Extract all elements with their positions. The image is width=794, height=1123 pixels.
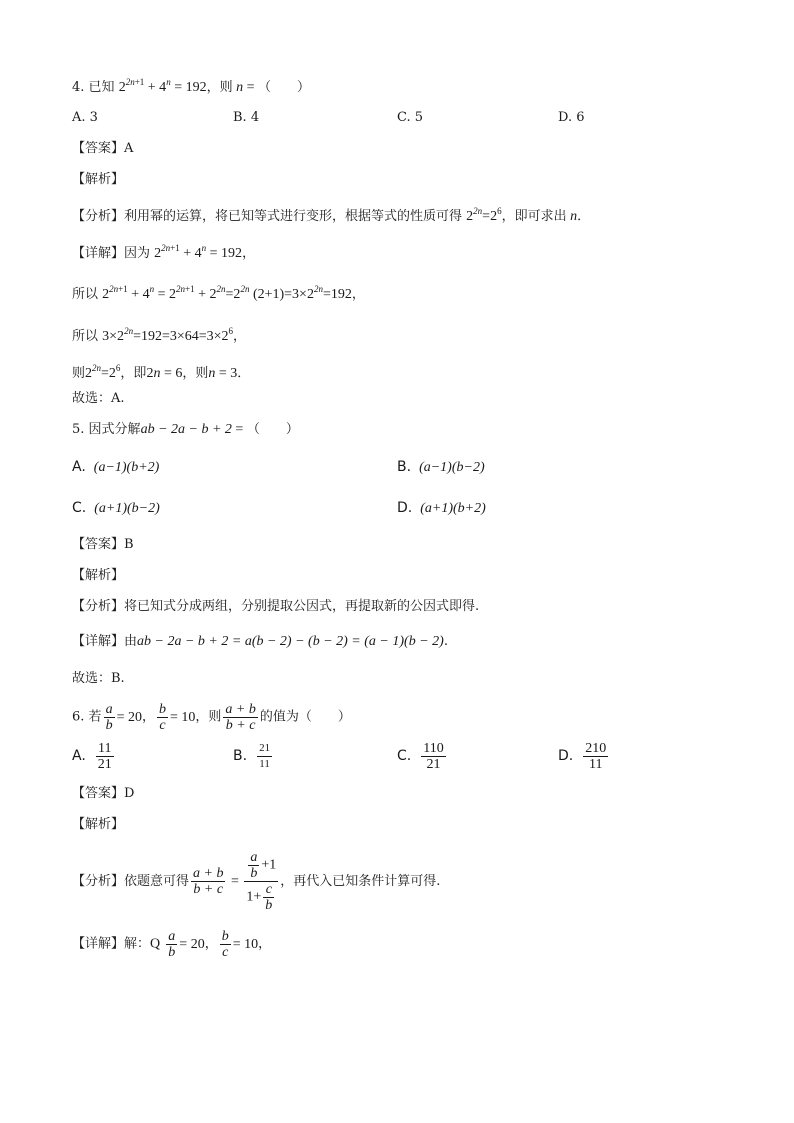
- q6-target: $\frac{a + b}{b + c}$: [225, 702, 256, 733]
- q6-blank: （ ）: [298, 709, 351, 725]
- q4-stem: 4. 已知 $2^{2n+1} + 4^n = 192$，则 n = （ ）: [72, 77, 311, 95]
- step-text: 所以: [72, 287, 99, 302]
- option-value: 3: [89, 110, 98, 125]
- q6-stem-suffix: 的值为: [259, 709, 299, 725]
- option-label: A.: [72, 747, 86, 764]
- option-numerator: 21: [257, 741, 272, 757]
- q4-answer: [72, 140, 133, 158]
- fenxi-tag: 【分析】: [72, 874, 125, 889]
- q5-option-d[interactable]: [397, 499, 486, 518]
- q6-fenxi-equation: $\frac{a + b}{b + c}$ = $\frac{a}{b}$ +1 1+ $\frac{c}{b}$: [193, 850, 277, 914]
- option-label: D.: [397, 500, 413, 516]
- choose-text: 故选：A.: [72, 391, 125, 406]
- q5-xiangjie: [72, 633, 448, 651]
- option-label: B.: [233, 747, 248, 764]
- jiexi-tag: 【解析】: [72, 172, 125, 187]
- q4-step4-eq2: 2n = 6: [146, 366, 183, 381]
- q4-xiangjie: [72, 239, 255, 263]
- answer-tag: 【答案】: [72, 786, 125, 801]
- q4-option-c[interactable]: [397, 109, 423, 127]
- option-denominator: 11: [588, 757, 603, 772]
- q6-stem-mid: ，: [141, 709, 155, 725]
- step-text: ，即: [120, 366, 147, 381]
- q6-detail-cond1: $\frac{a}{b}$ = 20: [168, 929, 205, 960]
- option-label: D.: [558, 110, 573, 125]
- option-value: 4: [250, 110, 260, 125]
- option-label: C.: [397, 110, 411, 125]
- q4-stem-prefix: 已知: [88, 80, 115, 95]
- choose-text: 故选：B.: [72, 671, 125, 686]
- q4-step2-equation: $2^{2n+1} + 4^n = 2^{2n+1} + 2^{2n}=2^{2n}$ $(2+1)=3\times 2^{2n}=192$: [102, 284, 352, 302]
- answer-tag: 【答案】: [72, 537, 125, 552]
- option-label: C.: [397, 747, 412, 764]
- q6-detail-cond2: $\frac{b}{c}$ = 10: [221, 929, 259, 960]
- q4-variable-n: n: [232, 80, 247, 95]
- jiexi-tag: 【解析】: [72, 817, 125, 832]
- option-value: (a−1)(b−2): [419, 460, 485, 475]
- q6-option-b[interactable]: [233, 741, 274, 772]
- q5-jiexi: [72, 567, 124, 585]
- q5-answer: [72, 536, 134, 554]
- q4-number: 4.: [72, 80, 85, 95]
- q5-option-c[interactable]: [72, 499, 160, 518]
- q6-option-d[interactable]: [558, 741, 610, 772]
- q6-cond1: $\frac{a}{b}$ = 20: [105, 702, 142, 733]
- option-label: A.: [72, 459, 86, 475]
- jiexi-tag: 【解析】: [72, 568, 125, 583]
- option-value: 5: [414, 110, 424, 125]
- q5-option-b[interactable]: [397, 458, 485, 477]
- q5-expression: ab − 2a − b + 2: [140, 422, 232, 437]
- q5-choose: [72, 670, 125, 688]
- step-text: ，则: [182, 366, 209, 381]
- step-end: ，: [242, 246, 256, 261]
- q4-step3-equation: $3\times 2^{2n}=192=3\times 64=3\times 2^6$: [102, 326, 234, 344]
- fenxi-text: 利用幂的运算，将已知等式进行变形，根据等式的性质可得: [124, 209, 463, 224]
- q4-fenxi-variable: n: [566, 209, 578, 224]
- option-label: D.: [558, 747, 574, 764]
- fenxi-tag: 【分析】: [72, 209, 125, 224]
- q4-step1-equation: $2^{2n+1} + 4^n = 192$: [154, 243, 243, 261]
- xiangjie-tag: 【详解】: [72, 246, 125, 261]
- option-label: A.: [72, 110, 86, 125]
- option-label: B.: [397, 459, 412, 475]
- q6-stem-mid2: ，则: [195, 709, 222, 725]
- q6-stem: [72, 702, 351, 733]
- q6-option-c[interactable]: [397, 741, 448, 772]
- q4-fenxi: [72, 202, 590, 226]
- q5-stem: 5. 因式分解ab − 2a − b + 2 = （ ）: [72, 422, 299, 437]
- detail-end: ，: [258, 936, 272, 952]
- option-value: (a−1)(b+2): [93, 460, 160, 475]
- q4-step3: [72, 322, 246, 346]
- option-value: (a+1)(b−2): [94, 501, 160, 516]
- because-symbol: Q: [150, 936, 161, 952]
- q4-stem-suffix: ，则: [206, 80, 233, 95]
- option-value: (a+1)(b+2): [420, 501, 486, 516]
- option-label: C.: [72, 500, 87, 516]
- answer-value: B: [124, 537, 134, 552]
- q6-jiexi: [72, 816, 124, 834]
- q5-stem-prefix: 因式分解: [88, 422, 141, 437]
- option-numerator: 110: [423, 741, 444, 756]
- q5-number: 5.: [72, 422, 85, 437]
- q4-step4-eq1: $2^{2n}=2^6$: [85, 363, 121, 381]
- detail-text: 由: [124, 634, 138, 649]
- q6-option-a[interactable]: [72, 741, 116, 772]
- option-value: 6: [576, 110, 585, 125]
- detail-text: 解：: [124, 936, 151, 952]
- q6-answer: [72, 785, 134, 803]
- step-text: 所以: [72, 329, 99, 344]
- step-text: 因为: [124, 246, 151, 261]
- q6-number: 6.: [72, 709, 85, 725]
- q4-equation: $2^{2n+1} + 4^n = 192$: [118, 77, 207, 95]
- xiangjie-tag: 【详解】: [72, 634, 125, 649]
- answer-tag: 【答案】: [72, 141, 125, 156]
- fenxi-text: 将已知式分成两组，分别提取公因式，再提取新的公因式即得.: [124, 599, 480, 614]
- option-label: B.: [233, 110, 247, 125]
- option-numerator: 210: [585, 741, 607, 756]
- q4-option-b[interactable]: [233, 109, 259, 127]
- xiangjie-tag: 【详解】: [72, 936, 125, 952]
- q4-fenxi-equation: $2^{2n}=2^6$: [466, 206, 502, 224]
- q6-cond2: $\frac{b}{c}$ = 10: [158, 702, 196, 733]
- q4-step4: [72, 359, 250, 383]
- q4-option-d[interactable]: [558, 109, 585, 127]
- answer-value: D: [124, 786, 135, 801]
- q4-choose: [72, 390, 125, 408]
- answer-value: A: [124, 141, 134, 156]
- detail-end: .: [443, 634, 448, 649]
- q4-jiexi: [72, 171, 124, 189]
- step-end: ．: [237, 366, 251, 381]
- option-denominator: 21: [97, 757, 112, 772]
- detail-mid: ，: [204, 936, 218, 952]
- q6-xiangjie: [72, 929, 271, 960]
- q4-step2: [72, 280, 365, 304]
- fenxi-text: ，即可求出: [501, 209, 567, 224]
- fenxi-text: 依题意可得: [124, 874, 190, 889]
- q6-fenxi: [72, 848, 440, 916]
- q6-stem-prefix: 若: [88, 709, 102, 725]
- fenxi-text: ，再代入已知条件计算可得.: [280, 874, 441, 889]
- fenxi-tag: 【分析】: [72, 599, 125, 614]
- step-end: ，: [351, 287, 365, 302]
- q5-blank: （ ）: [246, 422, 299, 437]
- fenxi-end: ．: [577, 209, 591, 224]
- q4-step4-eq3: n = 3: [208, 366, 238, 381]
- option-denominator: 21: [426, 757, 441, 772]
- q5-detail-equation: ab − 2a − b + 2 = a(b − 2) − (b − 2) = (a − 1)(b − 2): [137, 634, 444, 649]
- step-text: 则: [72, 366, 86, 381]
- step-end: ，: [233, 329, 247, 344]
- option-denominator: 11: [259, 758, 270, 770]
- q4-option-a[interactable]: [72, 109, 98, 127]
- q4-blank: （ ）: [258, 80, 311, 95]
- q5-fenxi: [72, 598, 479, 616]
- q5-option-a[interactable]: [72, 458, 159, 477]
- option-numerator: 11: [96, 741, 114, 757]
